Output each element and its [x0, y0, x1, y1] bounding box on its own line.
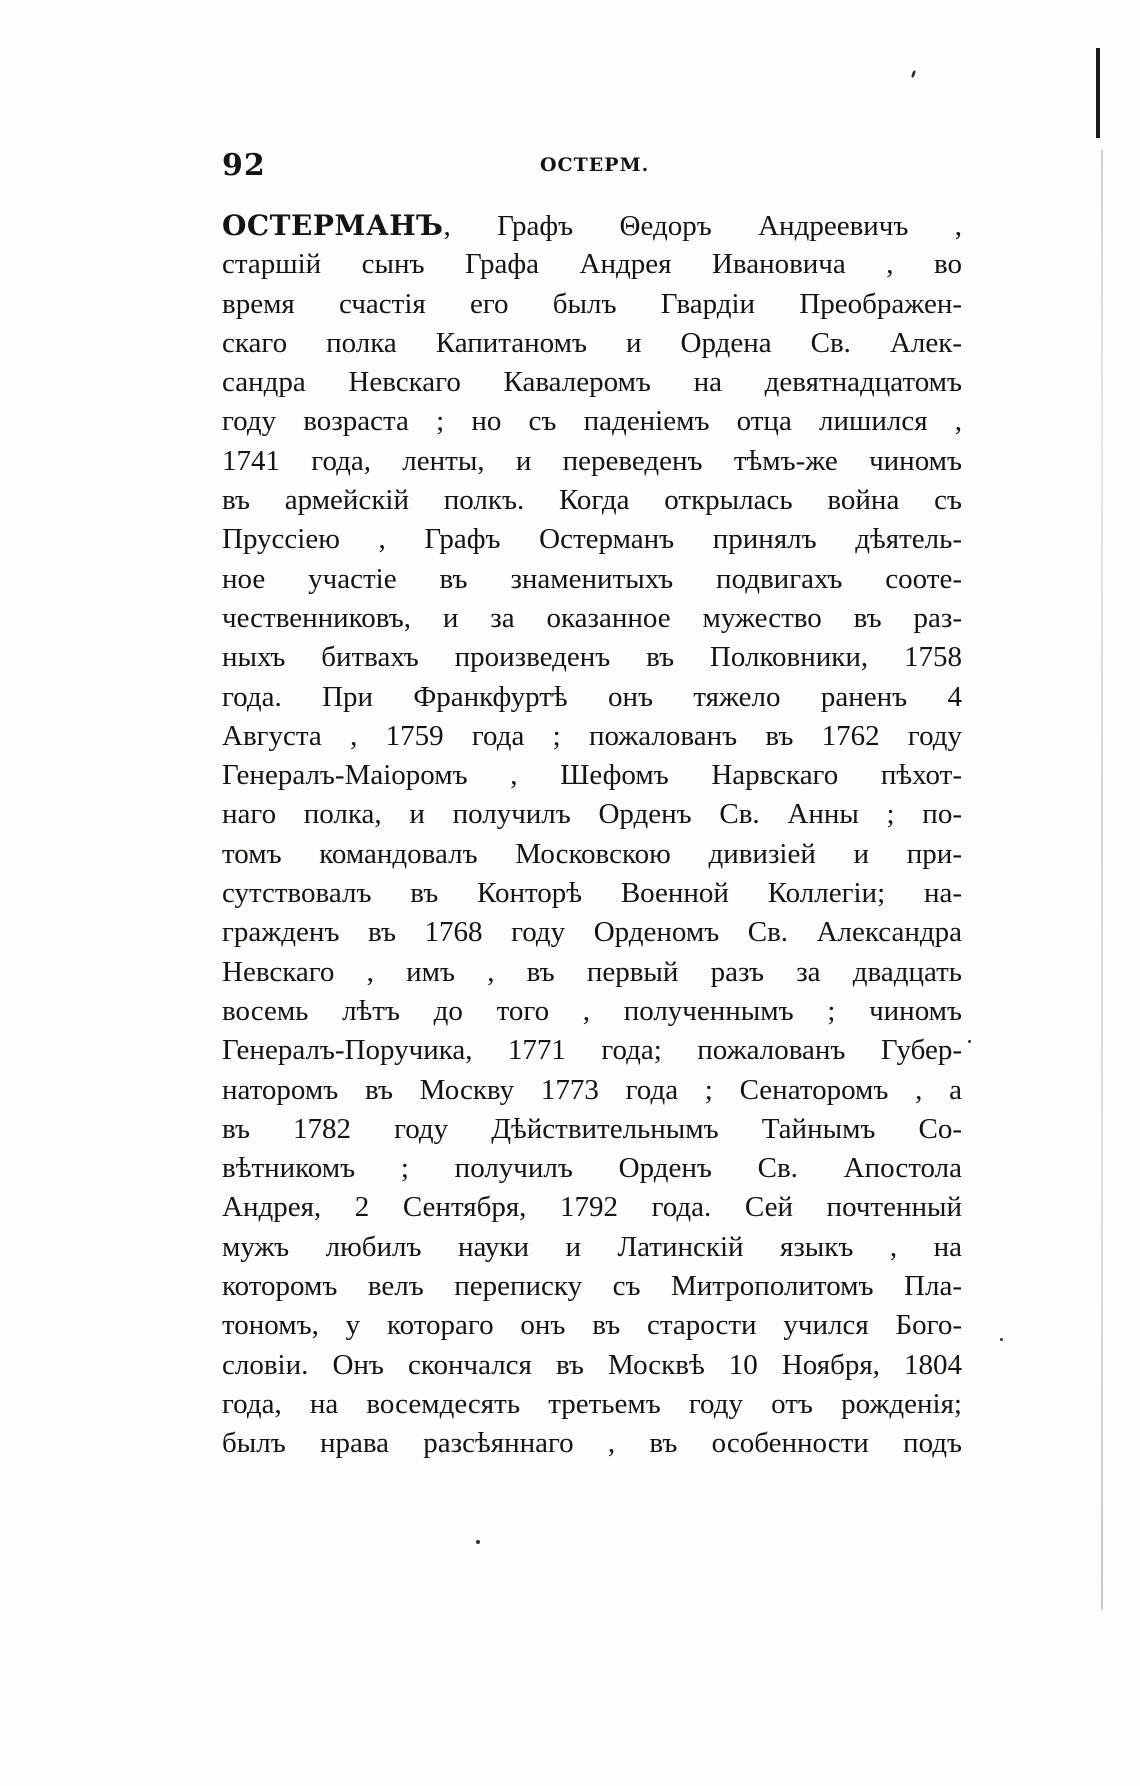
text-line: 1741 года, ленты, и переведенъ тѣмъ-же чиномъ [222, 444, 962, 477]
running-head: ОСТЕРМ. [540, 154, 650, 176]
text-line: наго полка, и получилъ Орденъ Св. Анны ; по- [222, 798, 962, 831]
page-number: 92 [222, 148, 266, 183]
article-body [222, 206, 962, 1464]
text-line: наторомъ въ Москву 1773 года ; Сенаторомъ , а [222, 1073, 962, 1106]
text-line: словіи. Онъ скончался въ Москвѣ 10 Ноября, 1804 [222, 1348, 962, 1381]
text-line [222, 206, 962, 245]
text-line: восемь лѣтъ до того , полученнымъ ; чиномъ [222, 994, 962, 1027]
text-line: Невскаго , имъ , въ первый разъ за двадцать [222, 955, 962, 988]
text-line: старшій сынъ Графа Андрея Ивановича , во [222, 248, 962, 281]
text-line: время счастія его былъ Гвардіи Преображен- [222, 287, 962, 320]
text-line: Андрея, 2 Сентября, 1792 года. Сей почтенный [222, 1191, 962, 1224]
text-line: томъ командовалъ Московскою дивизіей и при- [222, 837, 962, 870]
text-line: тономъ, у котораго онъ въ старости учился Бого- [222, 1309, 962, 1342]
text-line: сутствовалъ въ Конторѣ Военной Коллегіи; на- [222, 877, 962, 910]
ink-speck [911, 70, 917, 79]
text-line: мужъ любилъ науки и Латинскій языкъ , на [222, 1230, 962, 1263]
text-line: ныхъ битвахъ произведенъ въ Полковники, 1758 [222, 641, 962, 674]
line-text: , Графъ Θедоръ Андреевичъ , [443, 210, 962, 242]
text-line: году возраста ; но съ паденіемъ отца лишился , [222, 405, 962, 438]
ink-speck [968, 1040, 971, 1043]
text-line: чественниковъ, и за оказанное мужество въ раз- [222, 601, 962, 634]
text-line: былъ нрава разсѣяннаго , въ особенности подъ [222, 1427, 962, 1460]
ink-speck [476, 1540, 480, 1544]
text-line: года. При Франкфуртѣ онъ тяжело раненъ 4 [222, 680, 962, 713]
binding-edge-line [1101, 150, 1103, 1610]
text-line: гражденъ въ 1768 году Орденомъ Св. Александра [222, 916, 962, 949]
binding-edge-mark [1096, 48, 1100, 138]
text-line: Генералъ-Поручика, 1771 года; пожалованъ Губер- [222, 1034, 962, 1067]
text-line: вѣтникомъ ; получилъ Орденъ Св. Апостола [222, 1152, 962, 1185]
text-line: Пруссіею , Графъ Остерманъ принялъ дѣятель- [222, 523, 962, 556]
text-line: въ 1782 году Дѣйствительнымъ Тайнымъ Со- [222, 1112, 962, 1145]
text-line: ное участіе въ знаменитыхъ подвигахъ соотe- [222, 562, 962, 595]
text-line: сандра Невскаго Кавалеромъ на девятнадцатомъ [222, 366, 962, 399]
text-line: года, на восемдесять третьемъ году отъ рожденія; [222, 1387, 962, 1420]
text-line: Августа , 1759 года ; пожалованъ въ 1762 году [222, 719, 962, 752]
page-header [222, 148, 952, 188]
ink-speck [1000, 1338, 1003, 1341]
text-line: Генералъ-Маіоромъ , Шефомъ Нарвскаго пѣхот- [222, 759, 962, 792]
headword: ОСТЕРМАНЪ [222, 209, 444, 242]
text-line: скаго полка Капитаномъ и Ордена Св. Алек- [222, 326, 962, 359]
text-line: которомъ велъ переписку съ Митрополитомъ Пла- [222, 1270, 962, 1303]
text-line: въ армейскій полкъ. Когда открылась война съ [222, 484, 962, 517]
